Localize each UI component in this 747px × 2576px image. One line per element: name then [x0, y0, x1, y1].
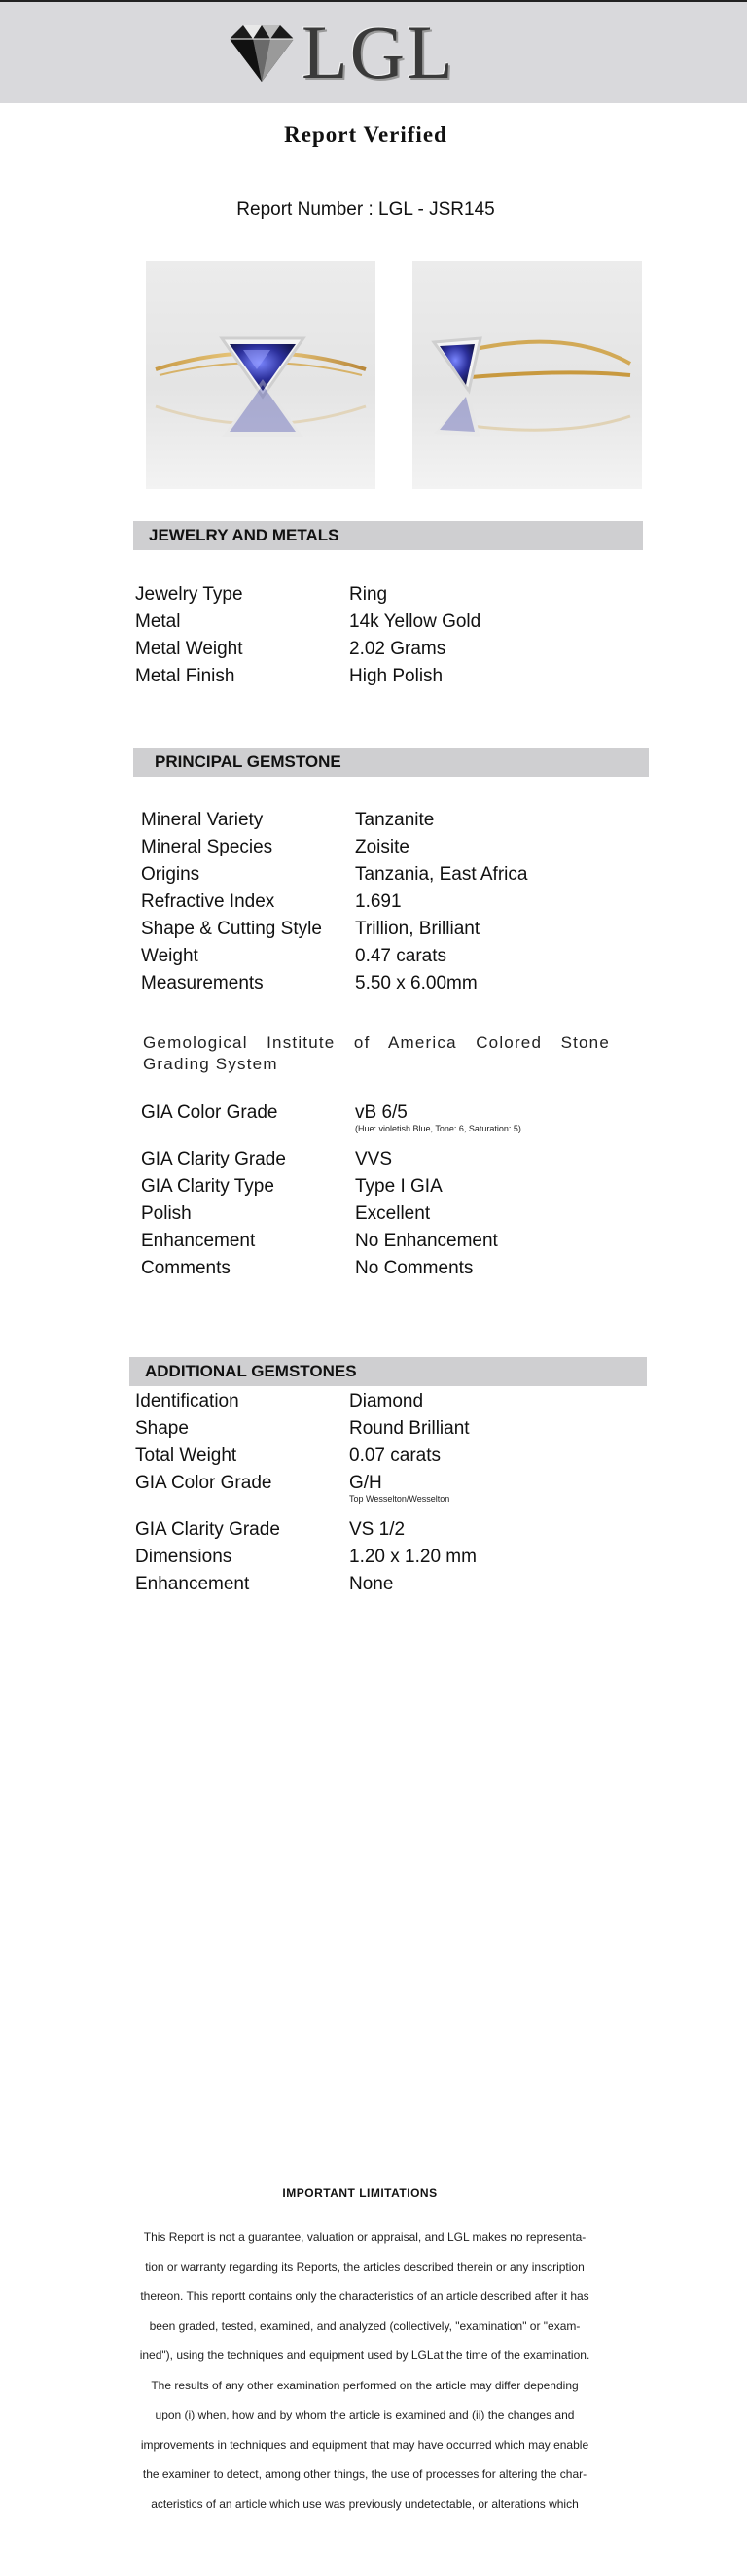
- detail-label: Mineral Variety: [141, 810, 264, 830]
- detail-value: No Comments: [355, 1258, 474, 1278]
- detail-value: Excellent: [355, 1203, 431, 1224]
- detail-label: Enhancement: [141, 1231, 256, 1251]
- limitations-line: the examiner to detect, among other things, the use of processes for altering the char-: [142, 2467, 587, 2481]
- detail-label: Metal Finish: [135, 666, 235, 686]
- detail-value: Type I GIA: [355, 1176, 443, 1197]
- detail-row: [135, 581, 480, 609]
- limitations-line: ined"), using the techniques and equipment used by LGLat the time of the examination.: [139, 2349, 590, 2362]
- detail-label: Dimensions: [135, 1547, 232, 1567]
- detail-label: Identification: [135, 1391, 239, 1411]
- color-grade-note: (Hue: violetish Blue, Tone: 6, Saturation: 5): [355, 1124, 521, 1133]
- detail-label: GIA Clarity Grade: [141, 1149, 286, 1169]
- detail-row: [141, 916, 527, 943]
- detail-label: Weight: [141, 946, 198, 966]
- detail-label: Polish: [141, 1203, 192, 1224]
- detail-row: [141, 1255, 521, 1282]
- detail-value: 2.02 Grams: [349, 639, 446, 659]
- detail-label: Total Weight: [135, 1445, 237, 1466]
- lgl-logo: [226, 10, 455, 94]
- detail-label: Metal Weight: [135, 639, 243, 659]
- detail-value: Trillion, Brilliant: [355, 919, 480, 939]
- jewelry-details: [135, 581, 480, 690]
- diamond-color-value: G/H: [349, 1473, 382, 1493]
- detail-label: Shape: [135, 1418, 189, 1439]
- principal-grade-details: [141, 1099, 521, 1282]
- detail-row: [135, 1443, 477, 1470]
- detail-row: [141, 1099, 521, 1146]
- detail-value: 1.20 x 1.20 mm: [349, 1547, 477, 1567]
- detail-row: [135, 636, 480, 663]
- detail-row: [141, 1201, 521, 1228]
- detail-value: [355, 1099, 521, 1146]
- detail-row: [135, 1516, 477, 1544]
- detail-label: GIA Clarity Grade: [135, 1519, 280, 1540]
- detail-row: [141, 943, 527, 970]
- limitations-text: [107, 2222, 622, 2519]
- header-banner: [0, 0, 747, 103]
- detail-row: [141, 1228, 521, 1255]
- detail-row: [135, 1388, 477, 1415]
- detail-label: GIA Color Grade: [141, 1102, 278, 1123]
- detail-value: No Enhancement: [355, 1231, 498, 1251]
- detail-value: 0.47 carats: [355, 946, 446, 966]
- detail-value: Diamond: [349, 1391, 424, 1411]
- detail-row: [141, 888, 527, 916]
- detail-row: [135, 663, 480, 690]
- detail-value: 5.50 x 6.00mm: [355, 973, 478, 993]
- detail-label: Shape & Cutting Style: [141, 919, 322, 939]
- detail-value: Tanzanite: [355, 810, 435, 830]
- detail-value: None: [349, 1574, 394, 1594]
- detail-value: Ring: [349, 584, 388, 605]
- limitations-line: upon (i) when, how and by whom the article is examined and (ii) the changes and: [155, 2408, 575, 2421]
- tanzanite-ring-front-photo: [146, 261, 375, 489]
- limitations-line: been graded, tested, examined, and analyzed (collectively, "examination" or "exam-: [149, 2318, 581, 2333]
- detail-label: GIA Color Grade: [135, 1473, 272, 1493]
- diamond-color-note: Top Wesselton/Wesselton: [349, 1494, 450, 1504]
- limitations-line: This Report is not a guarantee, valuation or appraisal, and LGL makes no representa-: [143, 2230, 587, 2244]
- detail-label: Refractive Index: [141, 891, 275, 912]
- additional-details: [135, 1388, 477, 1598]
- detail-row: [135, 609, 480, 636]
- detail-value: High Polish: [349, 666, 444, 686]
- tanzanite-ring-side-photo: [412, 261, 642, 489]
- detail-label: GIA Clarity Type: [141, 1176, 274, 1197]
- limitations-heading: IMPORTANT LIMITATIONS: [282, 2186, 438, 2200]
- detail-label: Measurements: [141, 973, 264, 993]
- principal-details: [141, 807, 527, 997]
- detail-value: VVS: [355, 1149, 393, 1169]
- detail-label: Origins: [141, 864, 200, 885]
- detail-value: Round Brilliant: [349, 1418, 470, 1439]
- detail-value: Tanzania, East Africa: [355, 864, 528, 885]
- detail-row: [141, 807, 527, 834]
- color-grade-value: vB 6/5: [355, 1102, 408, 1123]
- detail-value: VS 1/2: [349, 1519, 406, 1540]
- detail-value: 1.691: [355, 891, 402, 912]
- ring-photo-side: [412, 261, 642, 489]
- detail-value: Zoisite: [355, 837, 409, 857]
- detail-value: 0.07 carats: [349, 1445, 441, 1466]
- diamond-logo-icon: [226, 21, 298, 84]
- limitations-line: The results of any other examination performed on the article may differ depending: [151, 2378, 579, 2392]
- detail-row: [141, 970, 527, 997]
- detail-row: [135, 1544, 477, 1571]
- additional-section-heading: ADDITIONAL GEMSTONES: [129, 1357, 647, 1386]
- detail-value: 14k Yellow Gold: [349, 611, 481, 632]
- detail-row: [141, 834, 527, 861]
- principal-section-heading: PRINCIPAL GEMSTONE: [133, 748, 649, 777]
- limitations-line: improvements in techniques and equipment that may have occurred which may enable: [140, 2437, 589, 2452]
- detail-row: [135, 1415, 477, 1443]
- detail-label: Jewelry Type: [135, 584, 243, 605]
- detail-label: Mineral Species: [141, 837, 273, 857]
- detail-label: Comments: [141, 1258, 231, 1278]
- limitations-line: acteristics of an article which use was previously undetectable, or alterations which: [151, 2496, 579, 2511]
- jewelry-section-heading: JEWELRY AND METALS: [133, 521, 643, 550]
- detail-value: [349, 1470, 449, 1516]
- logo-text: LGL: [302, 10, 455, 94]
- detail-label: Enhancement: [135, 1574, 250, 1594]
- limitations-line: thereon. This reportt contains only the characteristics of an article described after it has: [140, 2289, 589, 2303]
- page-title: Report Verified: [284, 122, 447, 147]
- detail-row: [141, 1146, 521, 1173]
- ring-photo-front: [146, 261, 375, 489]
- detail-row: [135, 1571, 477, 1598]
- grading-system-text: Gemological Institute of America Colored Stone Grading System: [143, 1033, 610, 1073]
- limitations-line: tion or warranty regarding its Reports, the articles described therein or any inscription: [145, 2259, 585, 2274]
- detail-row: [141, 861, 527, 888]
- report-number: Report Number : LGL - JSR145: [236, 199, 495, 220]
- detail-row: [141, 1173, 521, 1201]
- detail-label: Metal: [135, 611, 181, 632]
- detail-row: [135, 1470, 477, 1516]
